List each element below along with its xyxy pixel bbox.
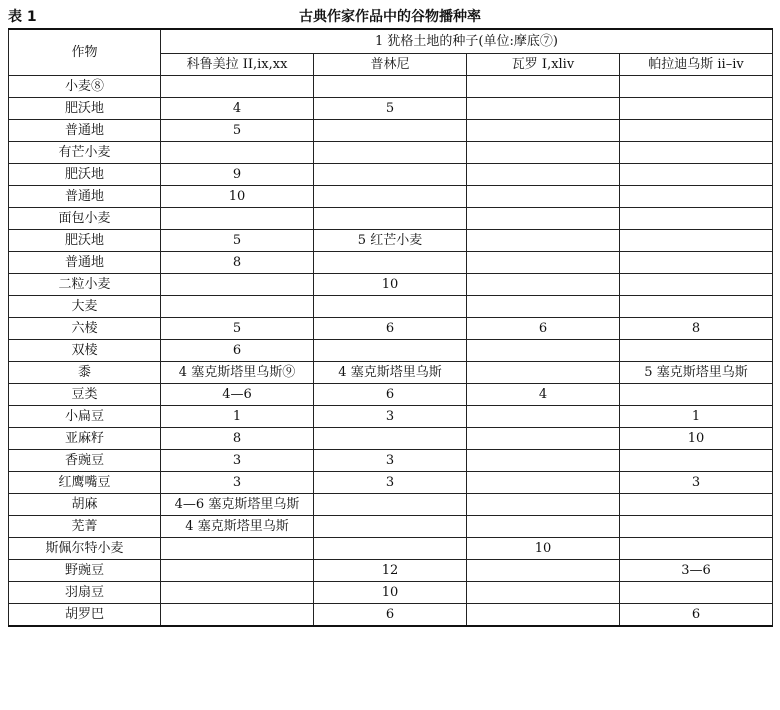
rate-cell: 6 bbox=[620, 604, 773, 627]
rate-cell: 6 bbox=[161, 340, 314, 362]
rate-cell bbox=[467, 340, 620, 362]
rate-cell bbox=[314, 538, 467, 560]
rate-cell bbox=[620, 450, 773, 472]
rate-cell: 6 bbox=[314, 604, 467, 627]
crop-name-cell: 小扁豆 bbox=[9, 406, 161, 428]
table-row bbox=[9, 384, 773, 406]
crop-name-cell: 胡罗巴 bbox=[9, 604, 161, 627]
table-row bbox=[9, 362, 773, 384]
rate-cell bbox=[467, 142, 620, 164]
crop-name-cell: 有芒小麦 bbox=[9, 142, 161, 164]
rate-cell: 3 bbox=[314, 472, 467, 494]
source-header-pliny: 普林尼 bbox=[314, 54, 467, 76]
crop-name-cell: 香豌豆 bbox=[9, 450, 161, 472]
rate-cell: 8 bbox=[620, 318, 773, 340]
rate-cell: 5 红芒小麦 bbox=[314, 230, 467, 252]
rate-cell bbox=[314, 164, 467, 186]
rate-cell bbox=[161, 538, 314, 560]
rate-cell bbox=[467, 164, 620, 186]
rate-cell bbox=[620, 142, 773, 164]
rate-cell bbox=[161, 560, 314, 582]
source-header-palladius: 帕拉迪乌斯 ii–iv bbox=[620, 54, 773, 76]
table-row bbox=[9, 120, 773, 142]
table-row bbox=[9, 582, 773, 604]
seeding-rate-table bbox=[8, 28, 773, 627]
rate-cell: 4 塞克斯塔里乌斯 bbox=[314, 362, 467, 384]
rate-cell bbox=[314, 340, 467, 362]
table-number-label: 表 1 bbox=[8, 9, 37, 25]
rate-cell bbox=[314, 142, 467, 164]
crop-name-cell: 豆类 bbox=[9, 384, 161, 406]
rate-cell bbox=[620, 164, 773, 186]
rate-cell: 4 bbox=[467, 384, 620, 406]
crop-name-cell: 六棱 bbox=[9, 318, 161, 340]
table-row bbox=[9, 274, 773, 296]
crop-name-cell: 黍 bbox=[9, 362, 161, 384]
rate-cell: 5 bbox=[314, 98, 467, 120]
rate-cell bbox=[620, 384, 773, 406]
rate-cell: 9 bbox=[161, 164, 314, 186]
rate-cell bbox=[467, 516, 620, 538]
table-row bbox=[9, 296, 773, 318]
crop-name-cell: 羽扇豆 bbox=[9, 582, 161, 604]
rate-cell bbox=[620, 186, 773, 208]
rate-cell bbox=[467, 582, 620, 604]
rate-cell: 3 bbox=[161, 472, 314, 494]
rate-cell bbox=[467, 120, 620, 142]
rate-cell bbox=[620, 208, 773, 230]
rate-cell bbox=[467, 76, 620, 98]
rate-cell: 10 bbox=[314, 274, 467, 296]
rate-cell: 3—6 bbox=[620, 560, 773, 582]
table-row bbox=[9, 142, 773, 164]
source-header-columella: 科鲁美拉 II,ix,xx bbox=[161, 54, 314, 76]
table-row bbox=[9, 472, 773, 494]
rate-cell bbox=[161, 582, 314, 604]
crop-column-header: 作物 bbox=[9, 29, 161, 76]
rate-cell: 10 bbox=[161, 186, 314, 208]
crop-name-cell: 二粒小麦 bbox=[9, 274, 161, 296]
rate-cell: 4 塞克斯塔里乌斯⑨ bbox=[161, 362, 314, 384]
crop-name-cell: 大麦 bbox=[9, 296, 161, 318]
rate-cell: 1 bbox=[161, 406, 314, 428]
table-row bbox=[9, 450, 773, 472]
table-row bbox=[9, 494, 773, 516]
rate-cell: 5 bbox=[161, 318, 314, 340]
table-row bbox=[9, 252, 773, 274]
rate-cell bbox=[620, 582, 773, 604]
rate-cell bbox=[314, 516, 467, 538]
rate-cell bbox=[161, 142, 314, 164]
rate-cell: 3 bbox=[314, 406, 467, 428]
rate-cell bbox=[467, 428, 620, 450]
table-row bbox=[9, 318, 773, 340]
crop-name-cell: 红鹰嘴豆 bbox=[9, 472, 161, 494]
rate-cell bbox=[467, 208, 620, 230]
table-row bbox=[9, 340, 773, 362]
rate-cell bbox=[161, 208, 314, 230]
rate-cell: 10 bbox=[467, 538, 620, 560]
rate-cell: 5 bbox=[161, 120, 314, 142]
rate-cell bbox=[314, 76, 467, 98]
crop-name-cell: 肥沃地 bbox=[9, 164, 161, 186]
rate-cell: 3 bbox=[314, 450, 467, 472]
rate-cell bbox=[620, 494, 773, 516]
table-row bbox=[9, 208, 773, 230]
rate-cell bbox=[620, 538, 773, 560]
rate-cell bbox=[467, 450, 620, 472]
source-group-header: 1 犹格土地的种子(单位:摩底⑦) bbox=[161, 29, 773, 54]
rate-cell bbox=[314, 186, 467, 208]
rate-cell bbox=[620, 120, 773, 142]
rate-cell bbox=[314, 120, 467, 142]
crop-name-cell: 小麦⑧ bbox=[9, 76, 161, 98]
header-row-1 bbox=[9, 29, 773, 54]
rate-cell bbox=[620, 252, 773, 274]
rate-cell: 4—6 bbox=[161, 384, 314, 406]
rate-cell: 10 bbox=[620, 428, 773, 450]
table-row bbox=[9, 230, 773, 252]
table-row bbox=[9, 164, 773, 186]
crop-name-cell: 普通地 bbox=[9, 252, 161, 274]
rate-cell bbox=[467, 252, 620, 274]
table-row bbox=[9, 538, 773, 560]
table-row bbox=[9, 406, 773, 428]
crop-name-cell: 斯佩尔特小麦 bbox=[9, 538, 161, 560]
table-row bbox=[9, 604, 773, 627]
rate-cell: 8 bbox=[161, 252, 314, 274]
rate-cell: 4 塞克斯塔里乌斯 bbox=[161, 516, 314, 538]
rate-cell bbox=[314, 296, 467, 318]
table-row bbox=[9, 98, 773, 120]
rate-cell bbox=[161, 76, 314, 98]
source-header-varro: 瓦罗 I,xliv bbox=[467, 54, 620, 76]
rate-cell bbox=[620, 76, 773, 98]
crop-name-cell: 芜菁 bbox=[9, 516, 161, 538]
rate-cell bbox=[467, 274, 620, 296]
rate-cell: 6 bbox=[314, 384, 467, 406]
rate-cell bbox=[314, 494, 467, 516]
rate-cell bbox=[161, 296, 314, 318]
rate-cell bbox=[620, 340, 773, 362]
rate-cell bbox=[620, 230, 773, 252]
rate-cell bbox=[467, 362, 620, 384]
rate-cell: 1 bbox=[620, 406, 773, 428]
crop-name-cell: 肥沃地 bbox=[9, 98, 161, 120]
rate-cell: 12 bbox=[314, 560, 467, 582]
rate-cell: 10 bbox=[314, 582, 467, 604]
rate-cell bbox=[467, 560, 620, 582]
table-row bbox=[9, 560, 773, 582]
rate-cell bbox=[314, 208, 467, 230]
rate-cell bbox=[161, 274, 314, 296]
rate-cell: 5 bbox=[161, 230, 314, 252]
crop-name-cell: 肥沃地 bbox=[9, 230, 161, 252]
rate-cell bbox=[467, 604, 620, 627]
crop-name-cell: 面包小麦 bbox=[9, 208, 161, 230]
crop-name-cell: 亚麻籽 bbox=[9, 428, 161, 450]
crop-name-cell: 双棱 bbox=[9, 340, 161, 362]
rate-cell bbox=[620, 296, 773, 318]
rate-cell: 4 bbox=[161, 98, 314, 120]
rate-cell bbox=[620, 274, 773, 296]
rate-cell bbox=[467, 472, 620, 494]
rate-cell bbox=[467, 406, 620, 428]
rate-cell bbox=[467, 98, 620, 120]
table-body bbox=[9, 76, 773, 627]
rate-cell bbox=[467, 230, 620, 252]
crop-name-cell: 普通地 bbox=[9, 120, 161, 142]
table-row bbox=[9, 428, 773, 450]
table-title: 古典作家作品中的谷物播种率 bbox=[299, 9, 481, 25]
rate-cell bbox=[161, 604, 314, 627]
rate-cell bbox=[620, 98, 773, 120]
rate-cell: 3 bbox=[161, 450, 314, 472]
rate-cell: 6 bbox=[467, 318, 620, 340]
rate-cell bbox=[620, 516, 773, 538]
rate-cell bbox=[314, 428, 467, 450]
crop-name-cell: 普通地 bbox=[9, 186, 161, 208]
rate-cell: 6 bbox=[314, 318, 467, 340]
crop-name-cell: 野豌豆 bbox=[9, 560, 161, 582]
rate-cell: 4—6 塞克斯塔里乌斯 bbox=[161, 494, 314, 516]
crop-name-cell: 胡麻 bbox=[9, 494, 161, 516]
rate-cell bbox=[467, 494, 620, 516]
table-row bbox=[9, 186, 773, 208]
table-row bbox=[9, 76, 773, 98]
rate-cell: 8 bbox=[161, 428, 314, 450]
rate-cell: 3 bbox=[620, 472, 773, 494]
rate-cell bbox=[467, 186, 620, 208]
rate-cell bbox=[314, 252, 467, 274]
table-row bbox=[9, 516, 773, 538]
rate-cell: 5 塞克斯塔里乌斯 bbox=[620, 362, 773, 384]
rate-cell bbox=[467, 296, 620, 318]
